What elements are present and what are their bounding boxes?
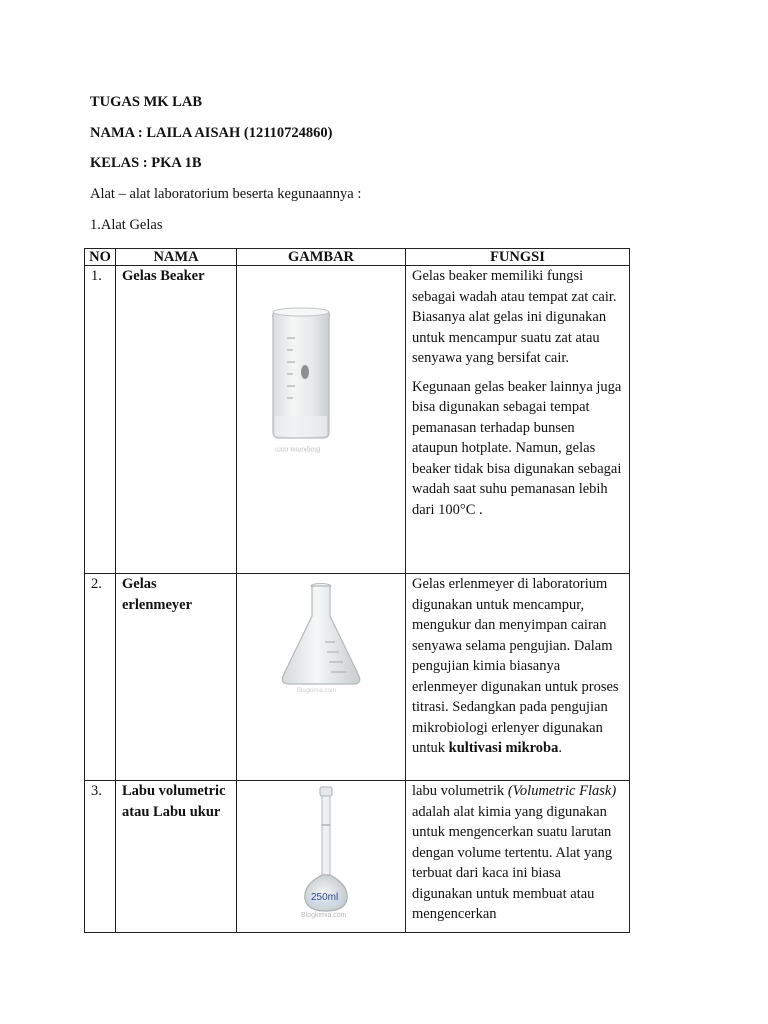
- equipment-function: [406, 574, 630, 781]
- volumetric-flask-image: [237, 781, 406, 933]
- equipment-name: Gelas Beaker: [116, 266, 237, 574]
- beaker-illustration: [269, 298, 349, 448]
- section-heading: 1.Alat Gelas: [90, 217, 163, 233]
- beaker-image: [237, 266, 406, 574]
- table-row: [85, 574, 630, 781]
- function-paragraph: Kegunaan gelas beaker lainnya juga bisa digunakan sebagai tempat pemanasan terhadap bunsen ataupun hotplate. Namun, gelas beaker tidak bisa digunakan sebagai wadah saat suhu pemanasan lebih dari 100°C .: [412, 378, 622, 518]
- row-number: 3.: [85, 781, 116, 933]
- row-number: 1.: [85, 266, 116, 574]
- function-bold-term: kultivasi mikroba: [448, 740, 559, 756]
- function-text-continued: adalah alat kimia yang digunakan untuk mengencerkan suatu larutan dengan volume tertentu. Alat yang terbuat dari kaca ini biasa digunakan untuk membuat atau mengencerkan: [412, 803, 613, 922]
- equipment-name: [116, 781, 237, 933]
- equipment-name-text: Labu volumetric: [122, 783, 226, 799]
- function-text: Gelas erlenmeyer di laboratorium digunakan untuk mencampur, mengukur dan menyimpan cairan senyawa selama pengujian. Dalam pengujian kimia biasanya erlenmeyer digunakan untuk proses titrasi. Sedangkan pada pengujian mikrobiologi erlenyer digunakan untuk: [412, 576, 619, 756]
- equipment-name-line: atau Labu ukur: [122, 803, 221, 820]
- header-nama: NAMA: [116, 249, 237, 266]
- equipment-function: [406, 266, 630, 574]
- intro-text: Alat – alat laboratorium beserta kegunaannya :: [90, 186, 362, 202]
- function-text: labu volumetrik: [412, 783, 508, 799]
- equipment-function: [406, 781, 630, 933]
- table-header-row: [85, 249, 630, 266]
- flask-volume-label: 250ml: [311, 892, 339, 903]
- header-fungsi: FUNGSI: [406, 249, 630, 266]
- equipment-name: Gelas erlenmeyer: [116, 574, 237, 781]
- row-number: 2.: [85, 574, 116, 781]
- table-row: [85, 781, 630, 933]
- image-watermark: Blogkimia.com: [297, 688, 337, 694]
- header-no: NO: [85, 249, 116, 266]
- equipment-table: [84, 248, 630, 933]
- image-watermark: Blogkimia.com: [301, 912, 347, 919]
- equipment-name-line: [122, 781, 230, 802]
- erlenmeyer-image: [237, 574, 406, 781]
- assignment-title: TUGAS MK LAB: [90, 94, 202, 110]
- table-row: [85, 266, 630, 574]
- image-watermark: Blogkimia.com: [275, 445, 321, 453]
- function-text-end: .: [558, 740, 563, 756]
- function-paragraph: Gelas beaker memiliki fungsi sebagai wadah atau tempat zat cair. Biasanya alat gelas ini digunakan untuk mencampur suatu zat atau senyawa yang bersifat cair.: [412, 268, 617, 366]
- header-gambar: GAMBAR: [237, 249, 406, 266]
- student-name: NAMA : LAILA AISAH (12110724860): [90, 125, 333, 141]
- function-italic-term: (Volumetric Flask): [507, 783, 617, 799]
- erlenmeyer-illustration: [277, 582, 367, 692]
- student-class: KELAS : PKA 1B: [90, 155, 202, 171]
